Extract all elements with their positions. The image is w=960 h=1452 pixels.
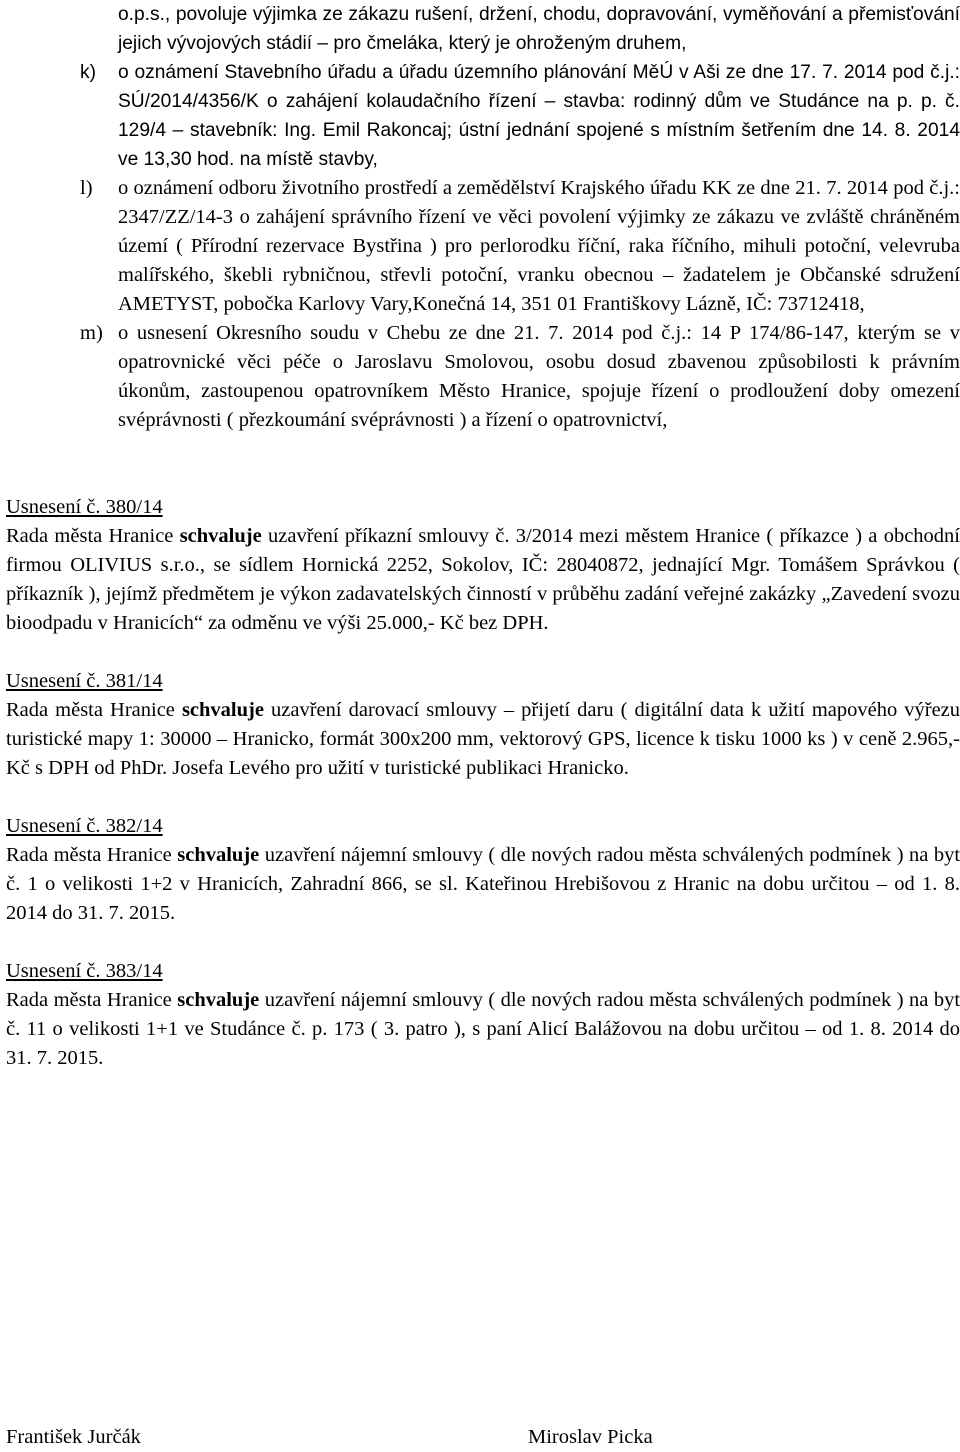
resolution-lead: Rada města Hranice xyxy=(6,844,172,866)
resolution-title: Usnesení č. 381/14 xyxy=(6,670,163,692)
resolution-381 xyxy=(6,667,960,783)
resolution-verb: schvaluje xyxy=(179,525,262,547)
list-item-m-text: o usnesení Okresního soudu v Chebu ze dne 21. 7. 2014 pod č.j.: 14 P 174/86-147, kterým se v opatrovnické věci péče o Jaroslavu Smolovou, osobu dosud zbavenou způsobilosti k právním úkonům, zastoupenou opatrovníkem Město Hranice, spojuje řízení o prodloužení doby omezení svéprávnosti ( přezkoumání svéprávnosti ) a řízení o opatrovnictví, xyxy=(118,322,960,431)
resolution-text: uzavření nájemní smlouvy ( dle nových radou města schválených podmínek ) na byt č. 11 o velikosti 1+1 ve Studánce č. p. 173 ( 3. patro ), s paní Alicí Balážovou na dobu určitou – od 1. 8. 2014 do 31. 7. 2015. xyxy=(6,989,960,1069)
resolution-382 xyxy=(6,812,960,928)
resolution-text: uzavření příkazní smlouvy č. 3/2014 mezi městem Hranice ( příkazce ) a obchodní firmou OLIVIUS s.r.o., se sídlem Hornická 2252, Sokolov, IČ: 28040872, jednající Mgr. Tomášem Správkou ( příkazník ), jejímž předmětem je výkon zadavatelských činností v průběhu zadání veřejné zakázky „Zavedení svozu bioodpadu v Hranicích“ za odměnu ve výši 25.000,- Kč bez DPH. xyxy=(6,525,960,634)
resolution-383 xyxy=(6,957,960,1073)
signature-left: František Jurčák xyxy=(6,1426,141,1448)
list-item-j-continuation xyxy=(6,0,960,58)
resolution-body xyxy=(6,841,960,928)
resolution-body xyxy=(6,696,960,783)
list-item-k-text: o oznámení Stavebního úřadu a úřadu územního plánování MěÚ v Aši ze dne 17. 7. 2014 pod č.j.: SÚ/2014/4356/K o zahájení kolaudačního řízení – stavba: rodinný dům ve Studánce na p. p. č. 129/4 – stavebník: Ing. Emil Rakoncaj; ústní jednání spojené s místním šetřením dne 14. 8. 2014 ve 13,30 hod. na místě stavby, xyxy=(118,62,960,170)
list-marker-l: l) xyxy=(80,177,93,199)
document-page xyxy=(6,0,960,1073)
resolution-verb: schvaluje xyxy=(177,989,260,1011)
resolution-lead: Rada města Hranice xyxy=(6,989,172,1011)
resolution-text: uzavření nájemní smlouvy ( dle nových radou města schválených podmínek ) na byt č. 1 o velikosti 1+2 v Hranicích, Zahradní 866, se sl. Kateřinou Hrebišovou z Hranic na dobu určitou – od 1. 8. 2014 do 31. 7. 2015. xyxy=(6,844,960,924)
list-marker-k: k) xyxy=(80,62,96,83)
list-marker-m: m) xyxy=(80,322,103,344)
resolution-380 xyxy=(6,493,960,638)
list-item-k xyxy=(6,58,960,174)
resolution-lead: Rada města Hranice xyxy=(6,699,175,721)
list-item-j-text: o.p.s., povoluje výjimka ze zákazu rušení, držení, chodu, dopravování, vyměňování a přemisťování jejich vývojových stádií – pro čmeláka, který je ohroženým druhem, xyxy=(118,4,960,54)
resolution-body xyxy=(6,522,960,638)
list-item-l xyxy=(6,174,960,319)
signature-right: Miroslav Picka xyxy=(528,1426,653,1448)
resolution-body xyxy=(6,986,960,1073)
list-item-m xyxy=(6,319,960,435)
list-item-l-text: o oznámení odboru životního prostředí a zemědělství Krajského úřadu KK ze dne 21. 7. 2014 pod č.j.: 2347/ZZ/14-3 o zahájení správního řízení ve věci povolení výjimky ze zákazu ve zvláště chráněném území ( Přírodní rezervace Bystřina ) pro perlorodku říční, raka říčního, mihuli potoční, velevruba malířského, škebli rybničnou, střevli potoční, vranku obecnou – žadatelem je Občanské sdružení AMETYST, pobočka Karlovy Vary,Konečná 14, 351 01 Františkovy Lázně, IČ: 73712418, xyxy=(118,177,960,315)
signature-block xyxy=(6,1423,960,1452)
resolution-lead: Rada města Hranice xyxy=(6,525,174,547)
resolution-text: uzavření darovací smlouvy – přijetí daru ( digitální data k užití mapového výřezu turistické mapy 1: 30000 – Hranicko, formát 300x200 mm, vektorový GPS, licence k tisku 1000 ks ) v ceně 2.965,- Kč s DPH od PhDr. Josefa Levého pro užití v turistické publikaci Hranicko. xyxy=(6,699,960,779)
resolution-title: Usnesení č. 380/14 xyxy=(6,496,163,518)
resolution-title: Usnesení č. 383/14 xyxy=(6,960,163,982)
resolution-verb: schvaluje xyxy=(177,844,260,866)
resolution-verb: schvaluje xyxy=(181,699,264,721)
resolution-title: Usnesení č. 382/14 xyxy=(6,815,163,837)
